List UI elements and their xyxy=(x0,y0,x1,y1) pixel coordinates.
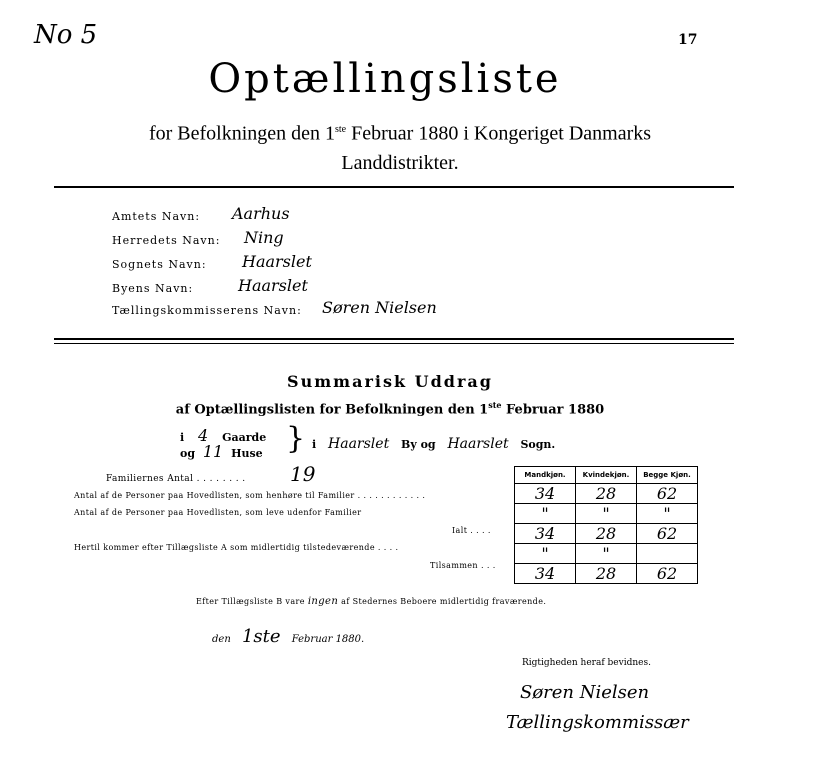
field-herred-value: Ning xyxy=(244,228,284,247)
table-cell: 28 xyxy=(576,484,637,504)
table-cell: 28 xyxy=(576,564,637,584)
divider-double-bottom xyxy=(54,343,734,344)
signature-name: Søren Nielsen xyxy=(520,682,650,703)
table-cell xyxy=(637,544,698,564)
field-kommissaer-value: Søren Nielsen xyxy=(322,298,437,317)
huse-line: og 11 Huse xyxy=(180,442,263,461)
divider-double-top xyxy=(54,338,734,340)
field-sogn-value: Haarslet xyxy=(242,252,312,271)
page-title: Optællingsliste xyxy=(208,56,562,102)
subtitle: for Befolkningen den 1ste Februar 1880 i Kongeriget Danmarks Landdistrikter. xyxy=(148,122,652,174)
table-cell: " xyxy=(637,504,698,524)
gaarde-line: i 4 Gaarde xyxy=(180,426,267,445)
field-by-value: Haarslet xyxy=(238,276,308,295)
table-row xyxy=(515,484,698,504)
field-amt-value: Aarhus xyxy=(232,204,290,223)
table-cell: 62 xyxy=(637,484,698,504)
table-cell: 28 xyxy=(576,524,637,544)
table-cell: " xyxy=(576,544,637,564)
table-cell: 62 xyxy=(637,524,698,544)
divider-top xyxy=(54,186,734,188)
row-label-familier: Antal af de Personer paa Hovedlisten, som henhøre til Familier . . . . . . . . . . . . xyxy=(74,491,426,500)
table-cell: " xyxy=(515,504,576,524)
summary-heading: Summarisk Uddrag xyxy=(287,372,493,391)
table-cell: " xyxy=(576,504,637,524)
col-header: Begge Kjøn. xyxy=(637,467,698,484)
totals-table xyxy=(514,466,698,584)
summary-subheading: af Optællingslisten for Befolkningen den 1ste Februar 1880 xyxy=(175,400,605,418)
table-cell: 34 xyxy=(515,524,576,544)
list-number: No 5 xyxy=(34,20,98,50)
table-cell: 34 xyxy=(515,564,576,584)
date-line: den 1ste Februar 1880. xyxy=(212,626,365,647)
field-kommissaer-label: Tællingskommisserens Navn: xyxy=(112,304,302,317)
table-row xyxy=(515,524,698,544)
table-row xyxy=(515,504,698,524)
familier-label: Familiernes Antal . . . . . . . . xyxy=(106,474,246,484)
familier-value: 19 xyxy=(290,462,316,486)
field-sogn-label: Sognets Navn: xyxy=(112,258,207,271)
tillaeg-b-line: Efter Tillægsliste B vare ingen af Stedernes Beboere midlertidig fraværende. xyxy=(196,596,547,607)
signature-title: Tællingskommissær xyxy=(506,712,689,733)
table-row xyxy=(515,544,698,564)
field-amt-label: Amtets Navn: xyxy=(112,210,201,223)
row-label-tilsammen: Tilsammen . . . xyxy=(430,561,496,570)
table-cell: 34 xyxy=(515,484,576,504)
table-row xyxy=(515,564,698,584)
row-label-tillaeg-a: Hertil kommer efter Tillægsliste A som midlertidig tilstedeværende . . . . xyxy=(74,543,399,552)
row-label-udenfor: Antal af de Personer paa Hovedlisten, som leve udenfor Familier xyxy=(74,508,362,517)
row-label-ialt: Ialt . . . . xyxy=(452,526,491,535)
brace: } xyxy=(286,421,306,456)
certify-text: Rigtigheden heraf bevidnes. xyxy=(522,658,651,668)
page-number: 17 xyxy=(678,32,698,48)
col-header: Mandkjøn. xyxy=(515,467,576,484)
table-cell: 62 xyxy=(637,564,698,584)
col-header: Kvindekjøn. xyxy=(576,467,637,484)
field-herred-label: Herredets Navn: xyxy=(112,234,221,247)
location-line: i Haarslet By og Haarslet Sogn. xyxy=(312,436,556,452)
table-cell: " xyxy=(515,544,576,564)
field-by-label: Byens Navn: xyxy=(112,282,194,295)
